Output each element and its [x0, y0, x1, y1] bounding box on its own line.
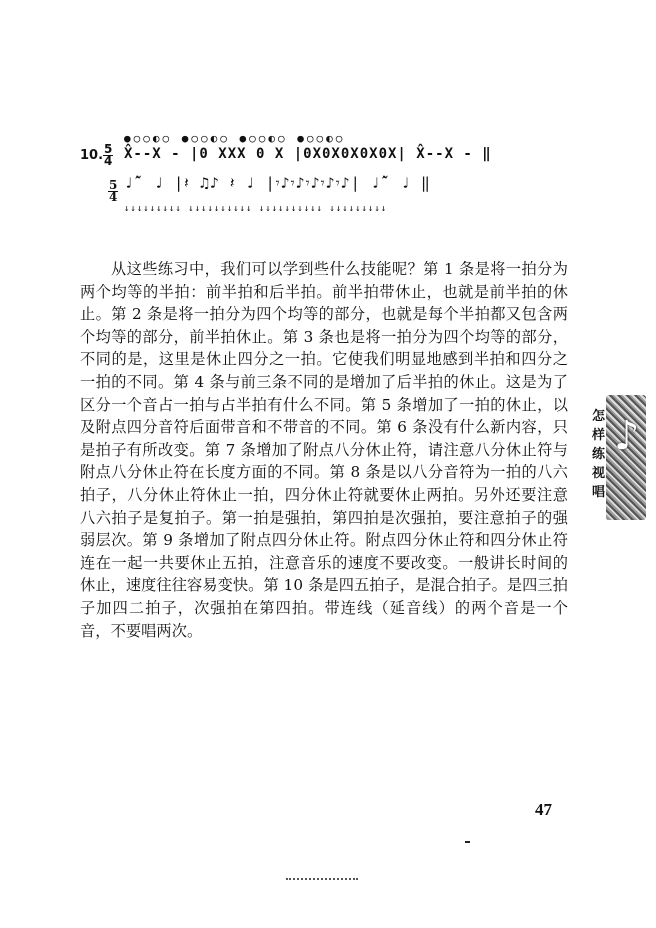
exercise-number: 10.: [80, 148, 104, 163]
beat-arrow-line: ↓↓↓↓↓↓↓↓↓ ↓↓↓↓↓↓↓↓↓↓ ↓↓↓↓↓↓↓↓↓↓ ↓↓↓↓↓↓↓↓↓: [124, 204, 388, 214]
page-number: 47: [535, 800, 552, 819]
time-signature: [103, 144, 113, 167]
time-signature-bottom: 4: [104, 154, 113, 168]
explanation-paragraph: 从这些练习中，我们可以学到些什么技能呢？第 1 条是将一拍分为两个均等的半拍：前半拍和后半拍。前半拍带休止，也就是前半拍的休止。第 2 条是将一拍分为四个均等的部分，也就是每个半拍都又包含两个均等的部分，前半拍休止。第 3 条也是将一拍分为四个均等的部分，不同的是，这里是休止四分之一拍。它使我们明显地感到半拍和四分之一拍的不同。第 4 条与前三条不同的是增加了后半拍的休止。这是为了区分一个音占一拍与占半拍有什么不同。第 5 条增加了一拍的休止，以及附点四分音符后面带音和不带音的不同。第 6 条没有什么新内容，只是拍子有所改变。第 7 条增加了附点八分休止符，请注意八分休止符与附点八分休止符在长度方面的不同。第 8 条是以八分音符为一拍的八六拍子，八分休止符休止一拍，四分休止符就要休止两拍。另外还要注意八六拍子是复拍子。第一拍是强拍，第四拍是次强拍，要注意拍子的强弱层次。第 9 条增加了附点四分休止符。附点四分休止符和四分休止符连在一起一共要休止五拍，注意音乐的速度不要改变。一般讲长时间的休止，速度往往容易变快。第 10 条是四五拍子，是混合拍子。是四三拍子加四二拍子，次强拍在第四拍。带连线（延音线）的两个音是一个音，不要唱两次。: [80, 260, 569, 640]
bottom-dotted-rule: [286, 878, 358, 880]
music-notation-exercise-10: [80, 130, 570, 225]
note-line: ♩̂˘ ♩ |𝄽 ♫♪ 𝄽 ♩ |𝄾♪𝄾♪𝄾♪𝄾♪𝄾♪| ♩̂˘ ♩ ‖: [124, 174, 431, 192]
scan-mark: [465, 841, 470, 843]
time-signature-top: 5: [104, 142, 113, 156]
treble-clef-icon: ♪: [606, 395, 646, 520]
side-tab-title: 怎 样 练 视 唱: [592, 409, 606, 500]
hand-sign-dots: ●○○◐○ ●○○◐○ ●○○◐○ ●○○◐○: [124, 132, 346, 145]
chapter-side-tab: [592, 395, 644, 520]
time-signature-lower-staff: $\frac{5}{4}$: [109, 178, 118, 204]
rhythm-x-line: X̂--X - |0 XXX 0 X |0X0X0X0X0X| X̂--X - ‖: [124, 146, 492, 162]
exercise-number-and-meter: [80, 144, 113, 167]
